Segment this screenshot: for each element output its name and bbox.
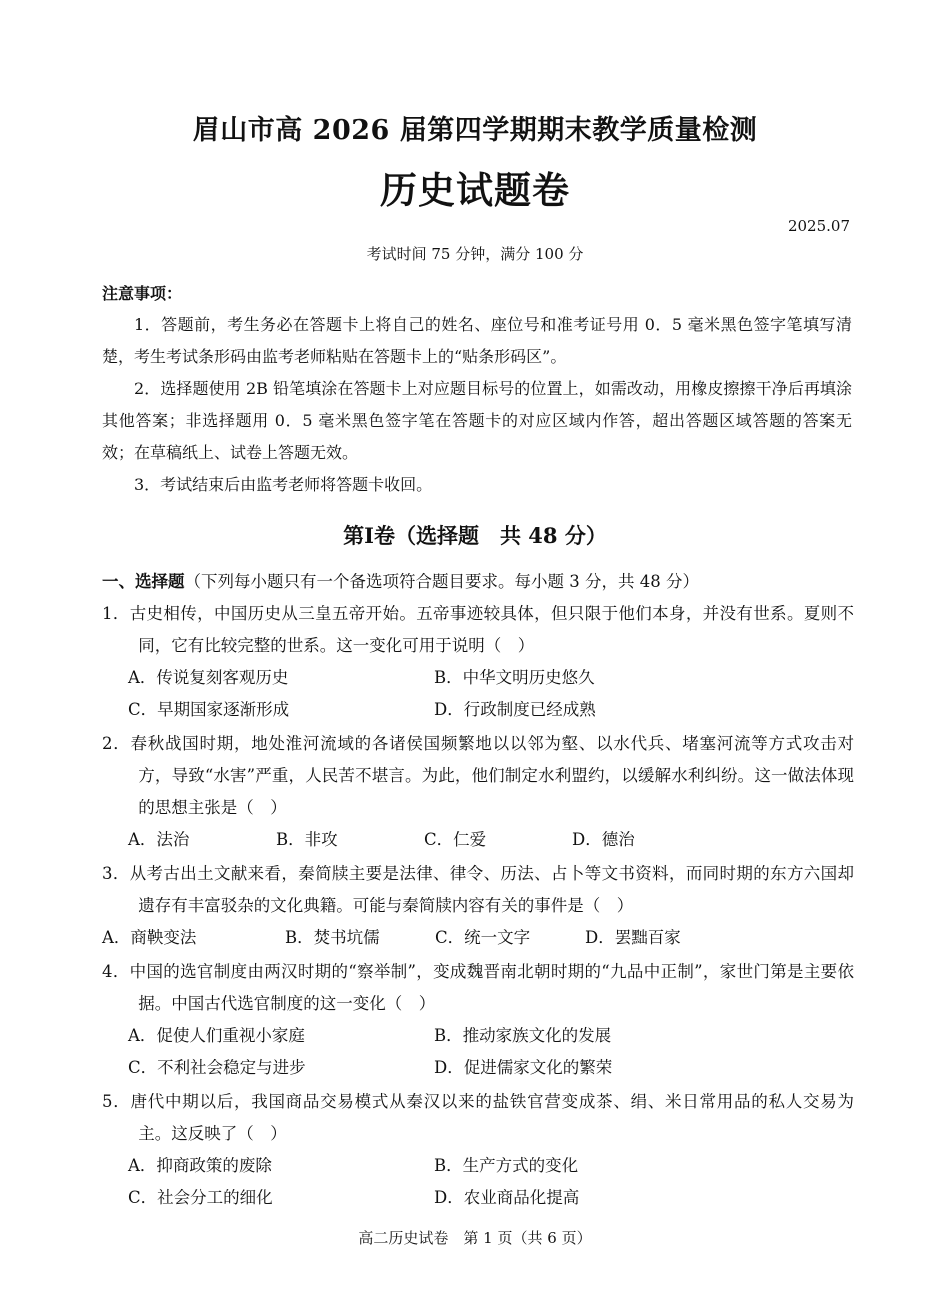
note-item: 1．答题前，考生务必在答题卡上将自己的姓名、座位号和准考证号用 0．5 毫米黑色签字笔填写清楚，考生考试条形码由监考老师粘贴在答题卡上的“贴条形码区”。: [102, 315, 852, 366]
notes-heading: 注意事项：: [102, 284, 183, 303]
option-a: A．商鞅变法: [102, 928, 197, 947]
option-c: C．统一文字: [435, 928, 531, 947]
options-row: [102, 1020, 854, 1052]
options-row: [102, 1052, 854, 1084]
option-c: C．仁爱: [424, 830, 487, 849]
exam-title: 眉山市高 2026 届第四学期期末教学质量检测: [192, 115, 758, 146]
option-d: D．行政制度已经成熟: [434, 700, 596, 719]
option-d: D．德治: [572, 830, 635, 849]
question-1: [102, 598, 854, 726]
section-heading-bold: 一、选择题: [102, 572, 185, 591]
options-row: [102, 824, 854, 856]
option-c: C．早期国家逐渐形成: [128, 700, 290, 719]
option-b: B．焚书坑儒: [285, 928, 380, 947]
option-b: B．推动家族文化的发展: [434, 1026, 612, 1045]
exam-date: 2025.07: [787, 217, 850, 235]
option-a: A．传说复刻客观历史: [128, 668, 289, 687]
section-heading: [102, 568, 854, 596]
option-c: C．社会分工的细化: [128, 1188, 273, 1207]
question-stem: 3．从考古出土文献来看，秦简牍主要是法律、律令、历法、占卜等文书资料，而同时期的东方六国却遗存有丰富驳杂的文化典籍。可能与秦简牍内容有关的事件是（ ）: [102, 864, 854, 915]
options-row: [102, 1150, 854, 1182]
option-a: A．法治: [128, 830, 190, 849]
option-b: B．中华文明历史悠久: [434, 668, 595, 687]
option-d: D．罢黜百家: [585, 928, 681, 947]
question-3: [102, 858, 854, 954]
note-item: 2．选择题使用 2B 铅笔填涂在答题卡上对应题目标号的位置上，如需改动，用橡皮擦擦干净后再填涂其他答案；非选择题用 0．5 毫米黑色签字笔在答题卡的对应区域内作答，超出答题区域答题的答案无效；在草稿纸上、试卷上答题无效。: [102, 379, 852, 462]
option-d: D．农业商品化提高: [434, 1188, 580, 1207]
option-c: C．不利社会稳定与进步: [128, 1058, 306, 1077]
question-4: [102, 956, 854, 1084]
option-b: B．生产方式的变化: [434, 1156, 579, 1175]
options-row: [102, 922, 854, 954]
question-stem: 1．古史相传，中国历史从三皇五帝开始。五帝事迹较具体，但只限于他们本身，并没有世系。夏则不同，它有比较完整的世系。这一变化可用于说明（ ）: [102, 604, 854, 655]
exam-subtitle: 历史试题卷: [380, 168, 570, 212]
question-5: [102, 1086, 854, 1214]
option-a: A．抑商政策的废除: [128, 1156, 272, 1175]
exam-duration: 考试时间 75 分钟，满分 100 分: [366, 245, 584, 263]
question-stem: 4．中国的选官制度由两汉时期的“察举制”，变成魏晋南北朝时期的“九品中正制”，家世门第是主要依据。中国古代选官制度的这一变化（ ）: [102, 962, 854, 1013]
option-a: A．促使人们重视小家庭: [128, 1026, 305, 1045]
option-d: D．促进儒家文化的繁荣: [434, 1058, 613, 1077]
question-stem: 5．唐代中期以后，我国商品交易模式从秦汉以来的盐铁官营变成茶、绢、米日常用品的私人交易为主。这反映了（ ）: [102, 1092, 854, 1143]
option-b: B．非攻: [276, 830, 338, 849]
section-title: 第Ⅰ卷（选择题 共 48 分）: [343, 523, 607, 548]
section-heading-rest: （下列每小题只有一个备选项符合题目要求。每小题 3 分，共 48 分）: [184, 572, 699, 591]
page-footer: 高二历史试卷 第 1 页（共 6 页）: [358, 1229, 592, 1247]
question-2: [102, 728, 854, 856]
options-row: [102, 1182, 854, 1214]
notes-section: [102, 279, 852, 501]
questions-block: [102, 568, 854, 1214]
options-row: [102, 662, 854, 694]
note-item: 3．考试结束后由监考老师将答题卡收回。: [134, 475, 433, 494]
options-row: [102, 694, 854, 726]
question-stem: 2．春秋战国时期，地处淮河流域的各诸侯国频繁地以以邻为壑、以水代兵、堵塞河流等方式攻击对方，导致“水害”严重，人民苦不堪言。为此，他们制定水利盟约，以缓解水利纠纷。这一做法体现的思想主张是（ ）: [102, 734, 854, 817]
